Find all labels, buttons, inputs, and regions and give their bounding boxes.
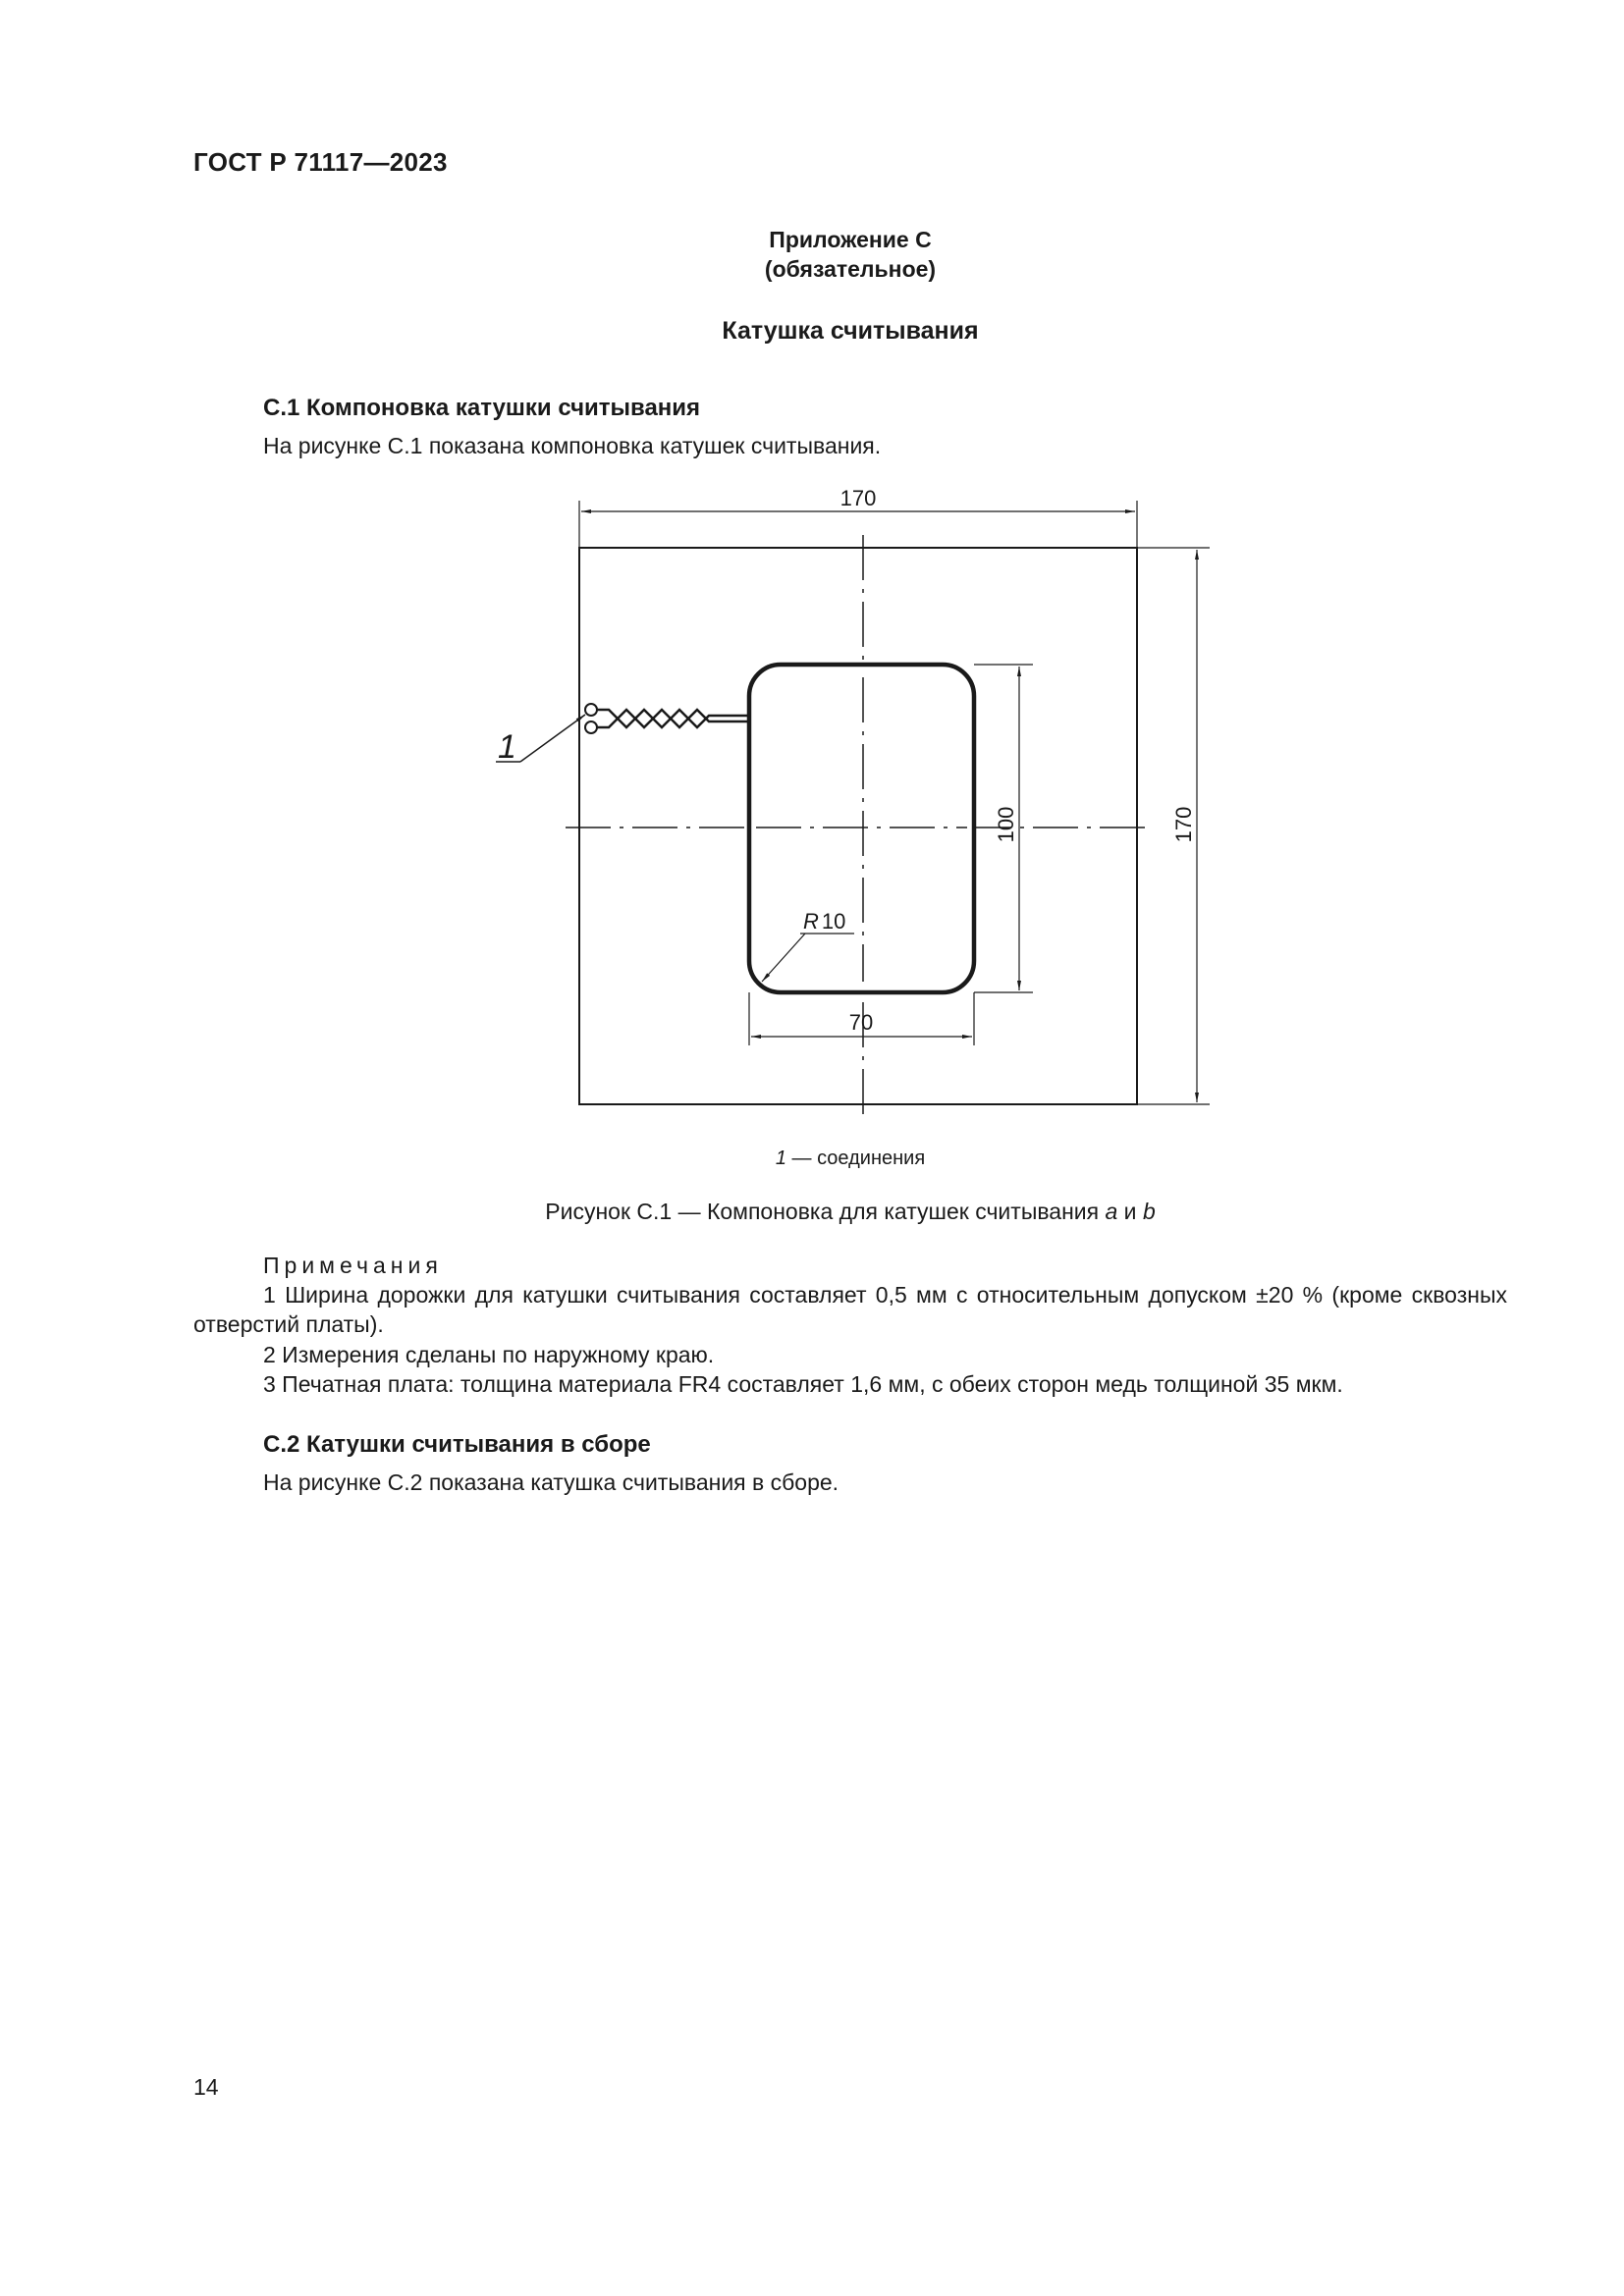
radius-label: R 10	[803, 909, 846, 934]
legend-text: — соединения	[785, 1148, 926, 1169]
note-1: 1 Ширина дорожки для катушки считывания составляет 0,5 мм с относительным допуском ±20 % (кроме сквозных отверстий платы).	[193, 1282, 1507, 1337]
note-2: 2 Измерения сделаны по наружному краю.	[263, 1342, 715, 1367]
appendix-title: Приложение С	[769, 227, 932, 252]
notes-title: Примечания	[263, 1253, 443, 1278]
section-text-c2: На рисунке С.2 показана катушка считывания в сборе.	[263, 1469, 839, 1495]
caption-b: b	[1142, 1199, 1156, 1224]
dimension-top-label: 170	[839, 486, 877, 510]
connection-pad-top	[585, 704, 597, 716]
figure-caption	[0, 1199, 1624, 1225]
caption-a: a	[1105, 1199, 1118, 1224]
dimension-coil-height-label: 100	[994, 806, 1018, 843]
section-heading-c2: С.2 Катушки считывания в сборе	[263, 1431, 651, 1458]
figure-legend	[0, 1148, 1624, 1170]
callout-number: 1	[498, 728, 516, 766]
coil-outline	[749, 665, 974, 992]
appendix-status: (обязательное)	[764, 256, 937, 282]
callout-leader	[520, 715, 585, 762]
section-heading-c1: С.1 Компоновка катушки считывания	[263, 395, 701, 421]
section-text-c1: На рисунке С.1 показана компоновка катушек считывания.	[263, 433, 882, 458]
dimension-right-label: 170	[1171, 806, 1196, 843]
dimension-coil-width-label: 70	[848, 1010, 874, 1035]
note-3: 3 Печатная плата: толщина материала FR4 составляет 1,6 мм, с обеих сторон медь толщиной 35 мкм.	[263, 1371, 1343, 1397]
caption-and: и	[1117, 1199, 1143, 1224]
appendix-name: Катушка считывания	[722, 317, 979, 345]
connection-pad-bottom	[585, 721, 597, 733]
page-number: 14	[193, 2074, 219, 2100]
caption-text: Рисунок С.1 — Компоновка для катушек считывания	[545, 1199, 1106, 1224]
twisted-pair-connection	[596, 710, 749, 727]
document-header: ГОСТ Р 71117—2023	[193, 147, 448, 177]
legend-number: 1	[775, 1148, 786, 1169]
